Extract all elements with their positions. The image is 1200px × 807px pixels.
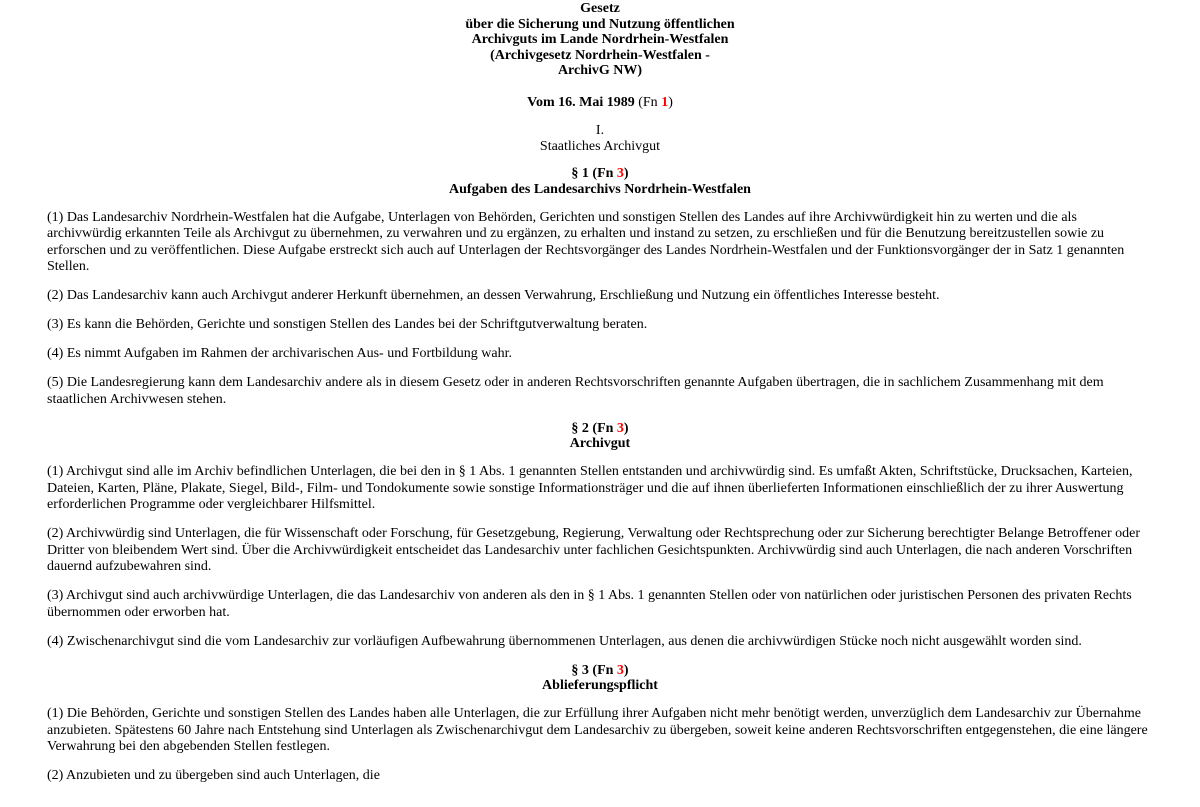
section-number: § 3 (Fn xyxy=(571,662,617,678)
footnote-link-1[interactable]: 1 xyxy=(661,94,669,110)
law-paragraph: (1) Archivgut sind alle im Archiv befindlichen Unterlagen, die bei den in § 1 Abs. 1 genannten Stellen entstanden und archivwürdig sind. Es umfaßt Akten, Schriftstücke, Drucksachen, Karteien, Dateien, Karten, Pläne, Plakate, Siegel, Bild-, Film- und Tondokumente sowie sonstige Informationsträger und die auf ihnen überlieferten Informationen einschließlich der zu ihrer Auswertung erforderlichen Programme oder vergleichbarer Hilfsmittel. xyxy=(47,464,1133,512)
footnote-open: (Fn xyxy=(638,94,662,110)
law-paragraph: (2) Anzubieten und zu übergeben sind auch Unterlagen, die xyxy=(47,768,380,783)
section-number-line xyxy=(47,166,1153,182)
date-line xyxy=(47,95,1153,111)
date-text: Vom 16. Mai 1989 xyxy=(527,94,639,110)
title-line: ArchivG NW) xyxy=(557,63,643,78)
section-title: Archivgut xyxy=(569,436,631,451)
title-line: (Archivgesetz Nordrhein-Westfalen - xyxy=(490,47,710,63)
section-title: Aufgaben des Landesarchivs Nordrhein-Westfalen xyxy=(449,181,751,197)
document-title xyxy=(47,1,1153,79)
section-number-line xyxy=(47,421,1153,437)
section-number: § 1 (Fn xyxy=(571,166,617,181)
title-line: Archivguts im Lande Nordrhein-Westfalen xyxy=(471,32,729,47)
footnote-link-3[interactable]: 3 xyxy=(616,166,624,181)
footnote-link-3[interactable]: 3 xyxy=(616,662,624,678)
footnote-close: ) xyxy=(623,420,629,436)
section-heading-2 xyxy=(47,421,1153,452)
law-paragraph: (2) Archivwürdig sind Unterlagen, die für Wissenschaft oder Forschung, für Gesetzgebung, Regierung, Verwaltung oder Rechtsprechung oder zur Sicherung berechtigter Belange Betroffener oder Dritter von bleibendem Wert sind. Über die Archivwürdigkeit entscheidet das Landesarchiv unter fachlichen Gesichtspunkten. Archivwürdig sind auch Unterlagen, die nach anderen Vorschriften dauernd aufzubewahren sind. xyxy=(47,526,1141,574)
part-numeral: I. xyxy=(595,123,605,138)
part-heading xyxy=(47,123,1153,154)
footnote-close: ) xyxy=(623,166,629,181)
section-number: § 2 (Fn xyxy=(571,420,617,436)
section-title: Ablieferungspflicht xyxy=(542,678,658,693)
law-paragraph: (1) Das Landesarchiv Nordrhein-Westfalen hat die Aufgabe, Unterlagen von Behörden, Gerichten und sonstigen Stellen des Landes auf ihre Archivwürdigkeit hin zu werten und die als archivwürdig erkannten Teile als Archivgut zu übernehmen, zu verwahren und zu ergänzen, zu erhalten und instand zu setzen, zu erschließen und für die Benutzung bereitzustellen sowie zu erforschen und zu veröffentlichen. Diese Aufgabe erstreckt sich auch auf Unterlagen der Rechtsvorgänger des Landes Nordrhein-Westfalen und der Funktionsvorgänger der in Satz 1 genannten Stellen. xyxy=(47,209,1125,274)
law-paragraph: (5) Die Landesregierung kann dem Landesarchiv andere als in diesem Gesetz oder in anderen Rechtsvorschriften genannte Aufgaben übertragen, die in sachlichem Zusammenhang mit dem staatlichen Archivwesen stehen. xyxy=(47,375,1104,407)
title-line: Gesetz xyxy=(580,1,620,16)
law-paragraph: (3) Archivgut sind auch archivwürdige Unterlagen, die das Landesarchiv von anderen als den in § 1 Abs. 1 genannten Stellen oder von natürlichen oder juristischen Personen des privaten Rechts übernommen oder erworben hat. xyxy=(47,588,1132,620)
footnote-close: ) xyxy=(668,94,673,110)
law-paragraph: (2) Das Landesarchiv kann auch Archivgut anderer Herkunft übernehmen, an dessen Verwahrung, Erschließung und Nutzung ein öffentliches Interesse besteht. xyxy=(47,288,940,303)
law-paragraph: (1) Die Behörden, Gerichte und sonstigen Stellen des Landes haben alle Unterlagen, die zur Erfüllung ihrer Aufgaben nicht mehr benötigt werden, unverzüglich dem Landesarchiv zur Übernahme anzubieten. Spätestens 60 Jahre nach Entstehung sind Unterlagen als Zwischenarchivgut dem Landesarchiv zu übergeben, soweit keine anderen Rechtsvorschriften entgegenstehen, die eine längere Verwahrung bei den abgebenden Stellen festlegen. xyxy=(47,706,1148,754)
law-paragraph: (4) Zwischenarchivgut sind die vom Landesarchiv zur vorläufigen Aufbewahrung übernommenen Unterlagen, aus denen die archivwürdigen Stücke noch nicht ausgewählt worden sind. xyxy=(47,633,1082,649)
footnote-link-3[interactable]: 3 xyxy=(616,420,624,436)
section-number-line xyxy=(47,663,1153,679)
footnote-close: ) xyxy=(623,662,629,678)
title-line: über die Sicherung und Nutzung öffentlichen xyxy=(465,16,735,32)
part-title: Staatliches Archivgut xyxy=(539,138,661,154)
law-paragraph: (3) Es kann die Behörden, Gerichte und sonstigen Stellen des Landes bei der Schriftgutverwaltung beraten. xyxy=(47,317,648,332)
section-heading-3 xyxy=(47,663,1153,694)
law-paragraph: (4) Es nimmt Aufgaben im Rahmen der archivarischen Aus- und Fortbildung wahr. xyxy=(47,346,513,361)
section-heading-1 xyxy=(47,166,1153,197)
